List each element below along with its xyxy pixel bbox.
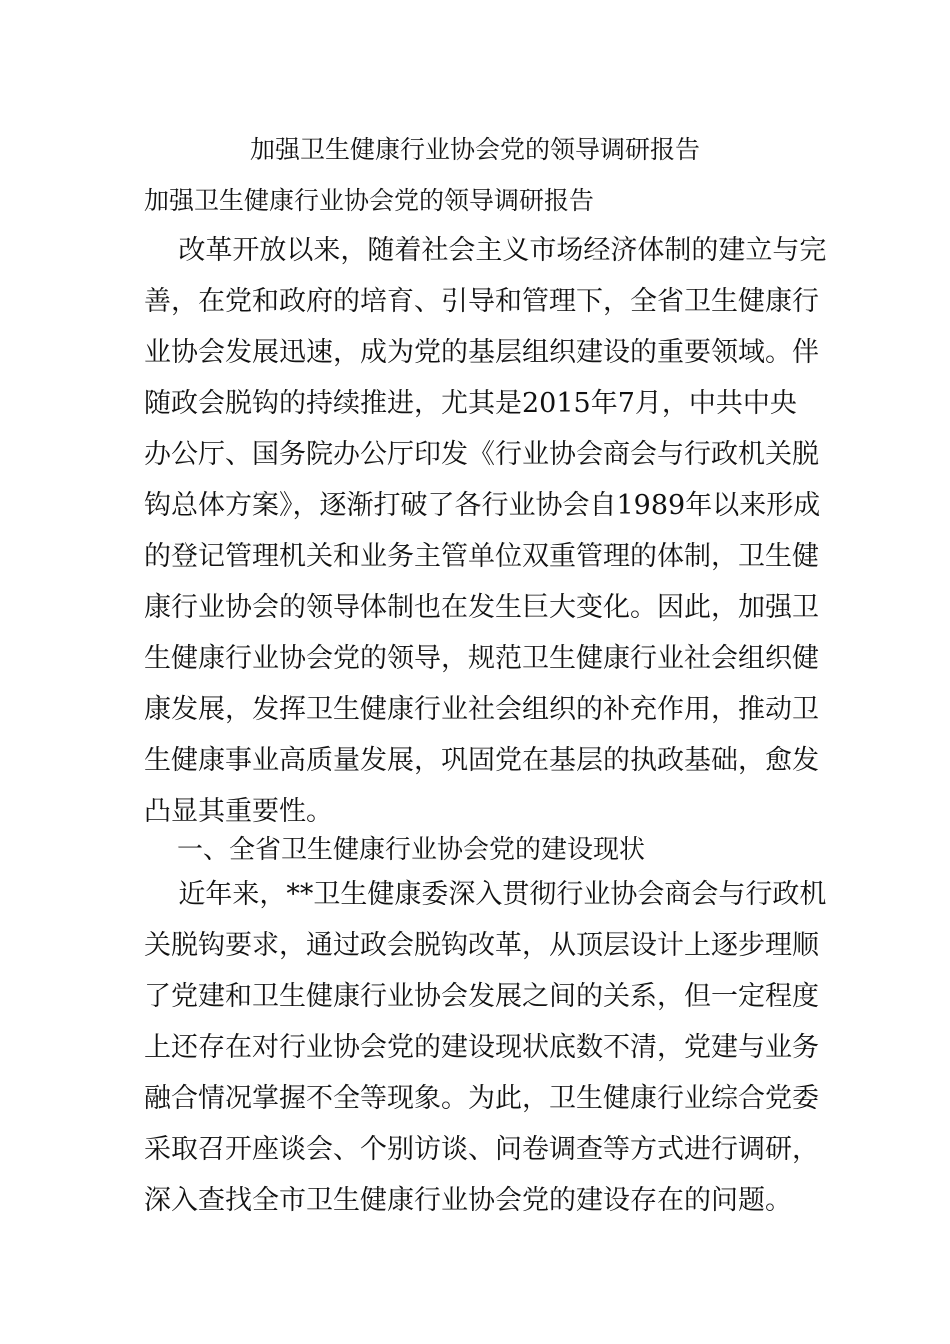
text-line: 采取召开座谈会、个别访谈、问卷调查等方式进行调研， [144, 1134, 819, 1165]
text-line: 办公厅、国务院办公厅印发《行业协会商会与行政机关脱 [144, 439, 819, 470]
document-title: 加强卫生健康行业协会党的领导调研报告 [249, 135, 700, 164]
text-line: 的登记管理机关和业务主管单位双重管理的体制，卫生健 [144, 541, 819, 572]
text-line: 康行业协会的领导体制也在发生巨大变化。因此，加强卫 [144, 592, 819, 623]
text-line: 随政会脱钩的持续推进，尤其是2015年7月，中共中央 [144, 388, 797, 419]
text-line: 业协会发展迅速，成为党的基层组织建设的重要领域。伴 [144, 337, 819, 368]
paragraph-intro [144, 225, 827, 837]
text-line: 钩总体方案》，逐渐打破了各行业协会自1989年以来形成 [144, 490, 821, 521]
text-line: 生健康行业协会党的领导，规范卫生健康行业社会组织健 [144, 643, 819, 674]
paragraph-status [144, 869, 827, 1226]
text-line: 融合情况掌握不全等现象。为此，卫生健康行业综合党委 [144, 1083, 819, 1114]
document-subtitle: 加强卫生健康行业协会党的领导调研报告 [144, 186, 595, 215]
text-line: 改革开放以来，随着社会主义市场经济体制的建立与完 [144, 235, 827, 266]
text-line: 上还存在对行业协会党的建设现状底数不清，党建与业务 [144, 1032, 819, 1063]
text-line: 生健康事业高质量发展，巩固党在基层的执政基础，愈发 [144, 745, 819, 776]
text-line: 善，在党和政府的培育、引导和管理下，全省卫生健康行 [144, 286, 819, 317]
text-line: 近年来，**卫生健康委深入贯彻行业协会商会与行政机 [144, 879, 827, 910]
text-line: 凸显其重要性。 [144, 796, 333, 827]
section-heading-text: 一、全省卫生健康行业协会党的建设现状 [144, 835, 646, 865]
text-line: 了党建和卫生健康行业协会发展之间的关系，但一定程度 [144, 981, 819, 1012]
text-line: 深入查找全市卫生健康行业协会党的建设存在的问题。 [144, 1185, 792, 1216]
text-line: 康发展，发挥卫生健康行业社会组织的补充作用，推动卫 [144, 694, 819, 725]
text-line: 关脱钩要求，通过政会脱钩改革，从顶层设计上逐步理顺 [144, 930, 819, 961]
